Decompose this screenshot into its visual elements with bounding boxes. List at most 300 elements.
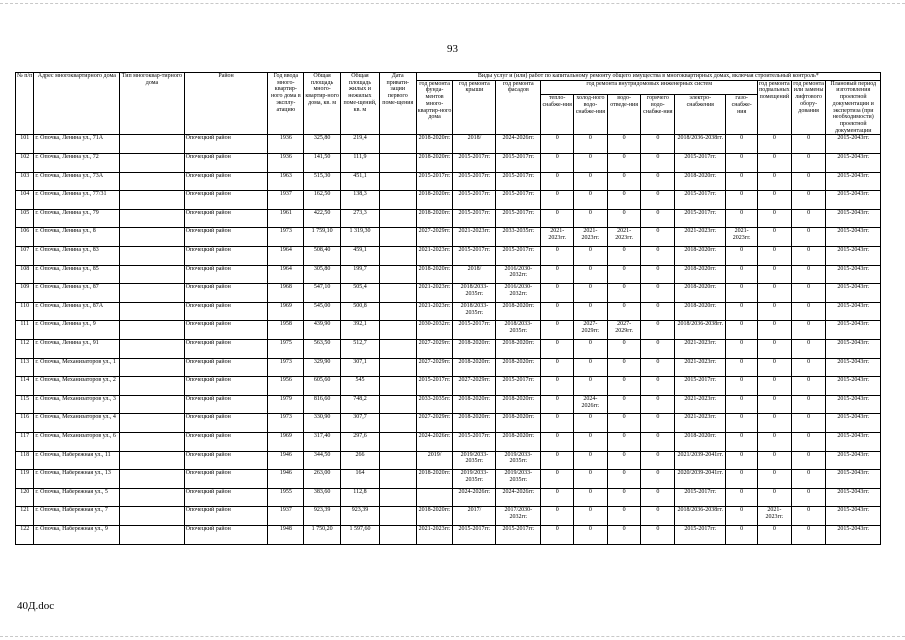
cell-address: г. Опочка, Набережная ул., 9 [34,525,120,544]
cell-design: 2015-2043гг. [826,209,881,228]
cell-cold-water: 0 [574,470,608,489]
cell-hot-water: 0 [641,488,675,507]
cell-elevator: 0 [791,154,826,173]
cell-year-built: 1975 [268,340,304,359]
cell-sewer: 0 [607,358,641,377]
cell-cold-water: 0 [574,451,608,470]
cell-heat: 0 [541,247,574,266]
cell-elevator: 0 [791,265,826,284]
cell-sewer: 2027-2029гг. [607,321,641,340]
cell-district: Опочецкий район [184,302,268,321]
cell-foundation: 2019/ [416,451,453,470]
cell-living-area: 451,1 [341,172,380,191]
cell-electric: 2018-2020гг. [675,172,726,191]
cell-num: 103 [16,172,34,191]
cell-cold-water: 0 [574,247,608,266]
cell-elevator: 0 [791,228,826,247]
header-cold-water: холод-ного водо-снабже-ния [574,95,608,135]
cell-facade: 2019/2033-2035гг. [496,451,541,470]
cell-basement: 0 [758,470,792,489]
cell-foundation [416,488,453,507]
cell-gas: 0 [726,209,758,228]
cell-living-area: 1 597,60 [341,525,380,544]
cell-sewer: 2021-2023гг. [607,228,641,247]
cell-electric: 2015-2017гг. [675,377,726,396]
cell-cold-water: 0 [574,135,608,154]
cell-year-built: 1937 [268,191,304,210]
cell-address: г. Опочка, Ленина ул., 87 [34,284,120,303]
cell-cold-water: 0 [574,209,608,228]
cell-gas: 0 [726,321,758,340]
cell-type [120,247,184,266]
cell-roof: 2018-2020гг. [453,358,496,377]
cell-living-area: 459,1 [341,247,380,266]
cell-elevator: 0 [791,358,826,377]
cell-gas: 0 [726,135,758,154]
cell-address: г. Опочка, Механизаторов ул., 1 [34,358,120,377]
cell-privatization [379,154,416,173]
cell-facade: 2018/2033-2035гг. [496,321,541,340]
cell-electric: 2018/2036-2038гг. [675,321,726,340]
cell-num: 107 [16,247,34,266]
cell-address: г. Опочка, Ленина ул., 72 [34,154,120,173]
cell-sewer: 0 [607,414,641,433]
cell-district: Опочецкий район [184,247,268,266]
cell-electric: 2018/2036-2038гг. [675,135,726,154]
cell-living-area: 219,4 [341,135,380,154]
header-basement: год ремонта подвальных помещений [758,80,792,135]
cell-privatization [379,135,416,154]
cell-facade: 2019/2033-2035гг. [496,470,541,489]
cell-facade: 2016/2030-2032гг. [496,265,541,284]
header-privatization: Дата привати-зации первого поме-щения [379,73,416,135]
table-row [16,507,881,526]
cell-district: Опочецкий район [184,358,268,377]
cell-electric: 2021-2023гг. [675,228,726,247]
header-heat: тепло-снабже-ния [541,95,574,135]
cell-district: Опочецкий район [184,470,268,489]
cell-sewer: 0 [607,340,641,359]
cell-total-area: 162,50 [304,191,341,210]
cell-type [120,451,184,470]
cell-num: 111 [16,321,34,340]
cell-heat: 0 [541,377,574,396]
table-row [16,191,881,210]
cell-num: 102 [16,154,34,173]
cell-privatization [379,451,416,470]
cell-district: Опочецкий район [184,228,268,247]
cell-year-built: 1955 [268,488,304,507]
cell-facade: 2018-2020гг. [496,302,541,321]
cell-sewer: 0 [607,432,641,451]
cell-type [120,135,184,154]
cell-total-area: 1 750,20 [304,525,341,544]
cell-type [120,191,184,210]
cell-roof: 2018/2033-2035гг. [453,284,496,303]
cell-heat: 0 [541,470,574,489]
cell-design: 2015-2043гг. [826,265,881,284]
cell-living-area: 138,3 [341,191,380,210]
cell-total-area: 439,90 [304,321,341,340]
cell-facade: 2015-2017гг. [496,172,541,191]
cell-sewer: 0 [607,247,641,266]
repair-register-table [15,72,881,545]
cell-electric: 2021-2023гг. [675,414,726,433]
table-row [16,321,881,340]
cell-facade: 2015-2017гг. [496,191,541,210]
cell-gas: 0 [726,432,758,451]
cell-cold-water: 2021-2023гг. [574,228,608,247]
cell-type [120,358,184,377]
cell-num: 121 [16,507,34,526]
cell-num: 104 [16,191,34,210]
cell-type [120,228,184,247]
cell-basement: 0 [758,451,792,470]
cell-sewer: 0 [607,395,641,414]
cell-living-area: 297,6 [341,432,380,451]
cell-foundation: 2018-2020гг. [416,470,453,489]
cell-heat: 0 [541,340,574,359]
cell-year-built: 1969 [268,302,304,321]
cell-year-built: 1961 [268,209,304,228]
cell-privatization [379,377,416,396]
cell-type [120,340,184,359]
cell-hot-water: 0 [641,432,675,451]
header-roof: год ремонта крыши [453,80,496,135]
cell-design: 2015-2043гг. [826,191,881,210]
cell-address: г. Опочка, Ленина ул., 8 [34,228,120,247]
cell-district: Опочецкий район [184,209,268,228]
cell-living-area: 273,3 [341,209,380,228]
cell-foundation: 2018-2020гг. [416,265,453,284]
cell-type [120,470,184,489]
table-row [16,228,881,247]
cell-district: Опочецкий район [184,451,268,470]
cell-design: 2015-2043гг. [826,340,881,359]
header-elevator: год ремонта или замены лифтового обору-дования [791,80,826,135]
cell-hot-water: 0 [641,377,675,396]
cell-num: 105 [16,209,34,228]
cell-address: г. Опочка, Ленина ул., 77/31 [34,191,120,210]
cell-elevator: 0 [791,135,826,154]
cell-sewer: 0 [607,451,641,470]
cell-design: 2015-2043гг. [826,414,881,433]
cell-facade: 2018-2020гг. [496,395,541,414]
cell-address: г. Опочка, Ленина ул., 91 [34,340,120,359]
cell-district: Опочецкий район [184,525,268,544]
cell-design: 2015-2043гг. [826,302,881,321]
cell-hot-water: 0 [641,507,675,526]
cell-address: г. Опочка, Ленина ул., 73А [34,172,120,191]
cell-facade: 2033-2035гг. [496,228,541,247]
cell-hot-water: 0 [641,265,675,284]
cell-cold-water: 2027-2029гг. [574,321,608,340]
cell-privatization [379,432,416,451]
cell-cold-water: 0 [574,432,608,451]
table-row [16,470,881,489]
cell-year-built: 1964 [268,265,304,284]
cell-foundation: 2018-2020гг. [416,507,453,526]
cell-roof: 2017/ [453,507,496,526]
cell-foundation: 2021-2023гг. [416,302,453,321]
table-row [16,340,881,359]
cell-electric: 2018-2020гг. [675,265,726,284]
cell-year-built: 1973 [268,358,304,377]
cell-address: г. Опочка, Механизаторов ул., 6 [34,432,120,451]
table-header [16,73,881,135]
cell-basement: 0 [758,154,792,173]
cell-address: г. Опочка, Механизаторов ул., 2 [34,377,120,396]
cell-hot-water: 0 [641,395,675,414]
cell-roof: 2021-2023гг. [453,228,496,247]
cell-num: 120 [16,488,34,507]
cell-gas: 0 [726,191,758,210]
cell-hot-water: 0 [641,191,675,210]
cell-design: 2015-2043гг. [826,135,881,154]
cell-elevator: 0 [791,525,826,544]
cell-living-area: 512,7 [341,340,380,359]
cell-roof: 2015-2017гг. [453,209,496,228]
cell-hot-water: 0 [641,247,675,266]
cell-num: 113 [16,358,34,377]
cell-hot-water: 0 [641,321,675,340]
file-name-footer: 40Д.doc [17,600,55,612]
cell-num: 106 [16,228,34,247]
cell-privatization [379,414,416,433]
cell-foundation: 2021-2023гг. [416,525,453,544]
cell-year-built: 1968 [268,284,304,303]
cell-foundation: 2021-2023гг. [416,284,453,303]
cell-sewer: 0 [607,191,641,210]
cell-year-built: 1963 [268,172,304,191]
cell-elevator: 0 [791,432,826,451]
cell-living-area: 199,7 [341,265,380,284]
table-row [16,172,881,191]
cell-facade: 2015-2017гг. [496,247,541,266]
header-systems-group: год ремонта внутридомовых инженерных систем [541,80,758,95]
cell-design: 2015-2043гг. [826,284,881,303]
cell-type [120,321,184,340]
cell-elevator: 0 [791,488,826,507]
cell-year-built: 1969 [268,432,304,451]
cell-roof: 2027-2029гг. [453,377,496,396]
cell-electric: 2021-2023гг. [675,340,726,359]
header-hot-water: горячего водо-снабже-ния [641,95,675,135]
cell-total-area: 508,40 [304,247,341,266]
page-edge-top [0,3,905,4]
cell-living-area: 748,2 [341,395,380,414]
cell-heat: 0 [541,507,574,526]
table-row [16,451,881,470]
cell-year-built: 1946 [268,451,304,470]
cell-sewer: 0 [607,172,641,191]
cell-elevator: 0 [791,284,826,303]
cell-year-built: 1973 [268,228,304,247]
cell-district: Опочецкий район [184,284,268,303]
cell-basement: 0 [758,432,792,451]
cell-hot-water: 0 [641,154,675,173]
cell-design: 2015-2043гг. [826,432,881,451]
cell-electric: 2021-2023гг. [675,358,726,377]
cell-heat: 0 [541,154,574,173]
cell-privatization [379,507,416,526]
cell-elevator: 0 [791,172,826,191]
cell-type [120,525,184,544]
cell-sewer: 0 [607,488,641,507]
cell-facade: 2018-2020гг. [496,432,541,451]
cell-num: 117 [16,432,34,451]
cell-privatization [379,340,416,359]
cell-heat: 0 [541,209,574,228]
cell-basement: 0 [758,247,792,266]
cell-foundation: 2018-2020гг. [416,191,453,210]
table-row [16,395,881,414]
cell-electric: 2015-2017гг. [675,488,726,507]
cell-hot-water: 0 [641,228,675,247]
cell-sewer: 0 [607,507,641,526]
cell-roof: 2018-2020гг. [453,340,496,359]
cell-basement: 0 [758,302,792,321]
header-num: № п/п [16,73,34,135]
cell-type [120,488,184,507]
cell-design: 2015-2043гг. [826,358,881,377]
cell-basement: 0 [758,284,792,303]
header-electric: электро-снабжения [675,95,726,135]
cell-gas: 2021-2023гг. [726,228,758,247]
cell-total-area: 325,80 [304,135,341,154]
cell-privatization [379,395,416,414]
table-row [16,209,881,228]
cell-design: 2015-2043гг. [826,247,881,266]
cell-design: 2015-2043гг. [826,488,881,507]
cell-living-area: 1 319,30 [341,228,380,247]
cell-heat: 0 [541,414,574,433]
cell-design: 2015-2043гг. [826,228,881,247]
cell-foundation: 2027-2029гг. [416,228,453,247]
cell-address: г. Опочка, Набережная ул., 5 [34,488,120,507]
cell-total-area: 344,50 [304,451,341,470]
cell-sewer: 0 [607,154,641,173]
cell-basement: 0 [758,172,792,191]
cell-heat: 0 [541,265,574,284]
cell-year-built: 1958 [268,321,304,340]
table-row [16,358,881,377]
cell-sewer: 0 [607,284,641,303]
cell-type [120,265,184,284]
cell-heat: 0 [541,321,574,340]
cell-elevator: 0 [791,340,826,359]
cell-year-built: 1946 [268,470,304,489]
cell-address: г. Опочка, Ленина ул., 9 [34,321,120,340]
header-sewer: водо-отведе-ния [607,95,641,135]
cell-address: г. Опочка, Ленина ул., 83 [34,247,120,266]
cell-privatization [379,191,416,210]
cell-cold-water: 2024-2026гг. [574,395,608,414]
cell-electric: 2018-2020гг. [675,284,726,303]
cell-roof: 2024-2026гг. [453,488,496,507]
cell-heat: 0 [541,135,574,154]
cell-elevator: 0 [791,247,826,266]
cell-foundation: 2027-2029гг. [416,414,453,433]
cell-hot-water: 0 [641,414,675,433]
cell-total-area: 923,39 [304,507,341,526]
cell-hot-water: 0 [641,135,675,154]
cell-roof: 2018/ [453,135,496,154]
cell-sewer: 0 [607,302,641,321]
cell-facade: 2015-2017гг. [496,377,541,396]
cell-roof: 2019/2033-2035гг. [453,451,496,470]
cell-sewer: 0 [607,135,641,154]
cell-privatization [379,525,416,544]
cell-heat: 0 [541,302,574,321]
cell-sewer: 0 [607,470,641,489]
cell-hot-water: 0 [641,302,675,321]
cell-basement: 0 [758,191,792,210]
cell-privatization [379,265,416,284]
cell-gas: 0 [726,154,758,173]
page-edge-bottom [0,636,905,637]
cell-basement: 0 [758,135,792,154]
cell-facade: 2018-2020гг. [496,414,541,433]
cell-basement: 0 [758,340,792,359]
cell-cold-water: 0 [574,172,608,191]
cell-type [120,507,184,526]
cell-district: Опочецкий район [184,172,268,191]
cell-foundation: 2018-2020гг. [416,135,453,154]
cell-heat: 0 [541,191,574,210]
cell-basement: 0 [758,228,792,247]
cell-num: 101 [16,135,34,154]
cell-foundation: 2018-2020гг. [416,154,453,173]
cell-district: Опочецкий район [184,191,268,210]
cell-sewer: 0 [607,525,641,544]
cell-gas: 0 [726,395,758,414]
cell-hot-water: 0 [641,209,675,228]
table-row [16,414,881,433]
cell-total-area: 383,60 [304,488,341,507]
cell-heat: 0 [541,432,574,451]
cell-type [120,414,184,433]
cell-district: Опочецкий район [184,507,268,526]
cell-district: Опочецкий район [184,135,268,154]
cell-privatization [379,302,416,321]
cell-elevator: 0 [791,191,826,210]
cell-cold-water: 0 [574,358,608,377]
cell-elevator: 0 [791,321,826,340]
cell-cold-water: 0 [574,265,608,284]
cell-gas: 0 [726,247,758,266]
cell-hot-water: 0 [641,358,675,377]
cell-type [120,395,184,414]
cell-hot-water: 0 [641,284,675,303]
cell-basement: 0 [758,525,792,544]
cell-num: 122 [16,525,34,544]
cell-electric: 2015-2017гг. [675,525,726,544]
cell-address: г. Опочка, Механизаторов ул., 3 [34,395,120,414]
cell-district: Опочецкий район [184,432,268,451]
cell-foundation: 2024-2026гг. [416,432,453,451]
cell-foundation: 2033-2035гг. [416,395,453,414]
cell-facade: 2018-2020гг. [496,358,541,377]
cell-total-area: 329,90 [304,358,341,377]
header-district: Район [184,73,268,135]
cell-address: г. Опочка, Набережная ул., 13 [34,470,120,489]
cell-district: Опочецкий район [184,321,268,340]
cell-living-area: 164 [341,470,380,489]
cell-facade: 2024-2026гг. [496,488,541,507]
cell-address: г. Опочка, Механизаторов ул., 4 [34,414,120,433]
cell-privatization [379,284,416,303]
